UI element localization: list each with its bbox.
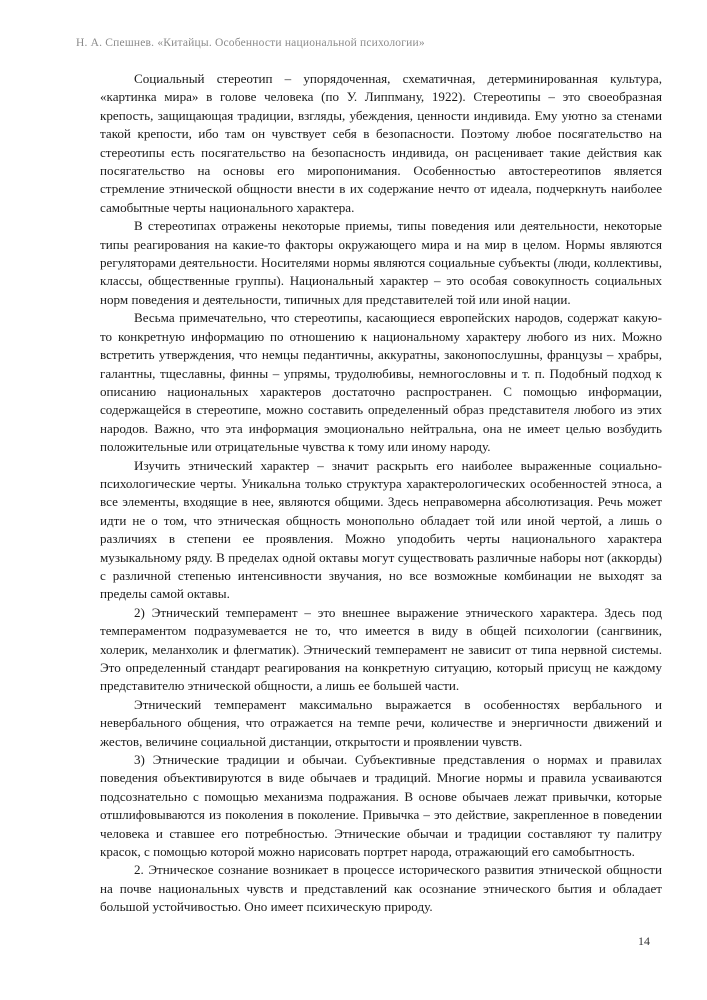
paragraph: Изучить этнический характер – значит раскрыть его наиболее выраженные социально-психологические черты. Уникальна только структура характерологических особенностей этноса, а все элементы, входящие в нее, являются общими. Здесь неправомерна абсолютизация. Речь может идти не о том, что этническая общность монопольно обладает той или иной чертой, а лишь о различиях в степени ее проявления. Можно уподобить черты национального характера музыкальному ряду. В пределах одной октавы могут существовать различные наборы нот (аккорды) с различной степенью интенсивности звучания, но все возможные комбинации не выходят за пределы самой октавы. (100, 457, 662, 602)
paragraph: В стереотипах отражены некоторые приемы, типы поведения или деятельности, некоторые типы реагирования на какие-то факторы окружающего мира и на мир в целом. Нормы являются регуляторами деятельности. Носителями нормы являются социальные субъекты (люди, коллективы, классы, общественные группы). Национальный характер – это особая совокупность социальных норм поведения и деятельности, типичных для представителей той или иной нации. (100, 218, 662, 307)
paragraph: 3) Этнические традиции и обычаи. Субъективные представления о нормах и правилах поведения объективируются в виде обычаев и традиций. Многие нормы и правила усваиваются подсознательно с помощью механизма подражания. В основе обычаев лежат привычки, которые отшлифовываются из поколения в поколение. Привычка – это действие, закрепленное в поведении человека и ставшее его потребностью. Этнические обычаи и традиции составляют ту палитру красок, с помощью которой можно нарисовать портрет народа, отражающий его самобытность. (100, 752, 662, 860)
paragraph: 2) Этнический темперамент – это внешнее выражение этнического характера. Здесь под темпераментом подразумевается не то, что имеется в виду в общей психологии (сангвиник, холерик, меланхолик и флегматик). Этнический темперамент не зависит от типа нервной системы. Это определенный стандарт реагирования на конкретную ситуацию, который присущ не каждому представителю этнической общности, а лишь ее большей части. (100, 604, 662, 694)
running-head: Н. А. Спешнев. «Китайцы. Особенности национальной психологии» (76, 37, 425, 49)
paragraph: Весьма примечательно, что стереотипы, касающиеся европейских народов, содержат какую-то конкретную информацию по отношению к национальному характеру любого из них. Можно встретить утверждения, что немцы педантичны, аккуратны, законопослушны, французы – храбры, галантны, тщеславны, финны – упрямы, трудолюбивы, немногословны и т. п. Подобный подход к описанию национальных характеров достаточно распространен. С помощью информации, содержащейся в стереотипе, можно составить определенный образ представителя любого из этих народов. Важно, что эта информация эмоционально нейтральна, она не имеет целью возбудить положительные или отрицательные чувства к тому или иному народу. (100, 310, 662, 455)
body-text (100, 70, 662, 917)
paragraph: Социальный стереотип – упорядоченная, схематичная, детерминированная культура, «картинка мира» в голове человека (по У. Липпману, 1922). Стереотипы – это своеобразная крепость, защищающая традиции, взгляды, убеждения, ценности индивида. Ему уютно за стенами такой крепости, ибо там он чувствует себя в безопасности. Поэтому любое посягательство на стереотипы есть посягательство на безопасность индивида, он расценивает такие действия как посягательство на основы его миропонимания. Особенностью автостереотипов является стремление этнической общности внести в их содержание нечто от идеала, подчеркнуть наиболее самобытные черты национального характера. (100, 71, 662, 215)
page-number: 14 (638, 934, 650, 948)
paragraph: 2. Этническое сознание возникает в процессе исторического развития этнической общности на почве национальных чувств и представлений как осознание этнического бытия и обладает большой устойчивостью. Оно имеет психическую природу. (100, 862, 662, 915)
paragraph: Этнический темперамент максимально выражается в особенностях вербального и невербального общения, что отражается на темпе речи, количестве и энергичности движений и жестов, величине социальной дистанции, открытости и проявлении чувств. (100, 696, 662, 749)
